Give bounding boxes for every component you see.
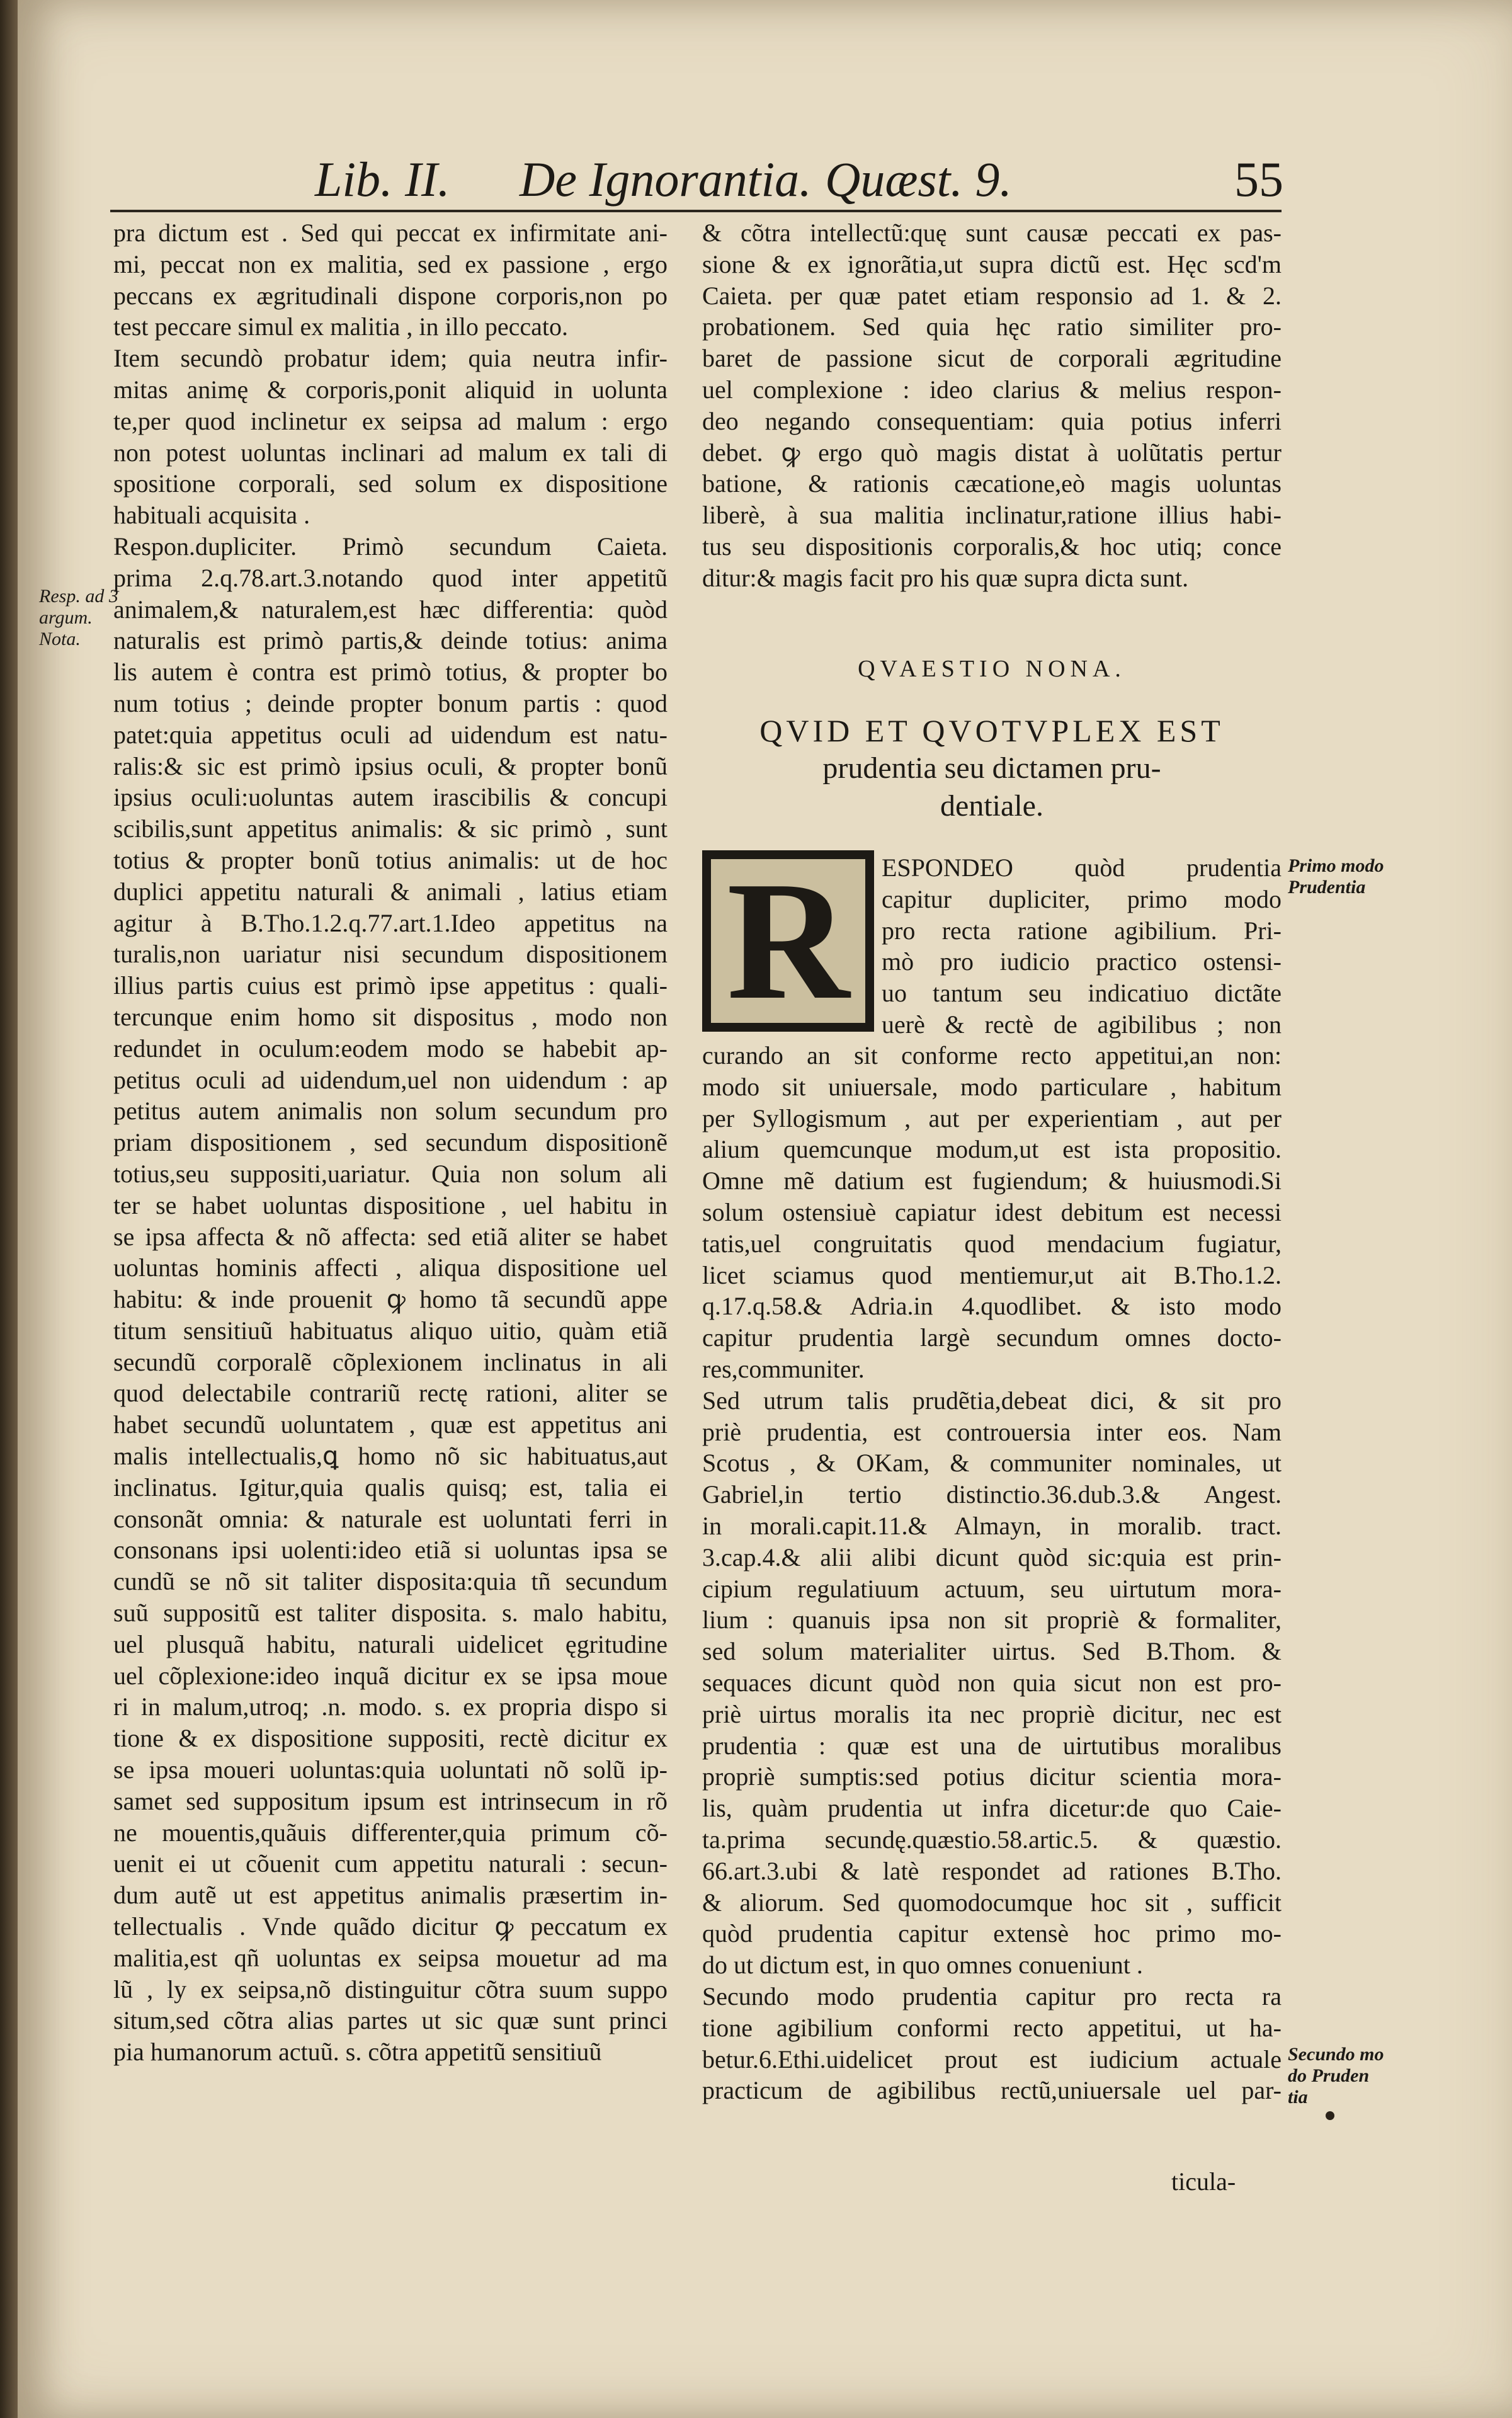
text-line: capitur prudentia largè secundum omnes docto-: [702, 1323, 1282, 1352]
text-line: malis intellectualis,ꝗ homo nõ sic habituatus,aut: [113, 1442, 668, 1471]
question-heading: QVAESTIO NONA.: [858, 656, 1126, 682]
text-line: 66.art.3.ubi & latè respondet ad rationes B.Tho.: [702, 1856, 1282, 1885]
running-header: [302, 151, 1285, 208]
text-line: & cõtra intellectũ:quę sunt causæ peccati ex pas-: [702, 219, 1282, 247]
text-line: suũ suppositũ est taliter disposita. s. malo habitu,: [113, 1599, 668, 1628]
header-book: Lib. II.: [315, 152, 450, 207]
text-line: titum sensitiuũ habituatus aliquo uitio, quàm etiã: [113, 1316, 668, 1345]
text-line: tellectualis . Vnde quãdo dicitur ꝙ peccatum ex: [113, 1912, 668, 1941]
text-line: ne mouentis,quãuis differenter,quia primum cõ-: [113, 1818, 668, 1847]
text-line: petitus oculi ad uidendum,uel non uidendum : ap: [113, 1065, 668, 1094]
text-line: uenit ei ut cõuenit cum appetitu naturali : secun-: [113, 1849, 668, 1878]
text-line: betur.6.Ethi.uidelicet prout est iudicium actuale: [702, 2044, 1282, 2073]
text-line: Item secundò probatur idem; quia neutra infir-: [113, 344, 668, 373]
text-line: situm,sed cõtra alias partes ut sic quæ sunt princi: [113, 2006, 668, 2035]
text-line: test peccare simul ex malitia , in illo peccato.: [113, 312, 568, 341]
text-line: totius,seu suppositi,uariatur. Quia non solum ali: [113, 1159, 668, 1188]
text-line: modo sit uniuersale, modo particulare , habitum: [702, 1072, 1282, 1101]
text-line: solum ostensiuè capiatur idest debitum est necessi: [702, 1197, 1282, 1226]
text-line: pra dictum est . Sed qui peccat ex infirmitate ani-: [113, 219, 668, 247]
text-line: ter se habet uoluntas dispositione , uel habitu in: [113, 1190, 668, 1219]
text-line: sequaces dicunt quòd non quia sicut non est pro-: [702, 1668, 1282, 1697]
left-column: [113, 217, 668, 2068]
text-line: ri in malum,utroq; .n. modo. s. ex propria dispo si: [113, 1692, 668, 1721]
text-line: ditur:& magis facit pro his quæ supra dicta sunt.: [702, 563, 1189, 592]
text-line: se ipsa affecta & nõ affecta: sed etiã aliter se habet: [113, 1222, 668, 1251]
text-line: priè uirtus moralis ita nec propriè dicitur, nec est: [702, 1699, 1282, 1728]
text-line: redundet in oculum:eodem modo se habebit ap-: [113, 1034, 668, 1063]
text-line: habet secundũ uoluntatem , quæ est appetitus ani: [113, 1410, 668, 1439]
text-line: Gabriel,in tertio distinctio.36.dub.3.& Angest.: [702, 1480, 1282, 1509]
margin-note-secundo-line3: tia: [1288, 2087, 1308, 2107]
text-line: per Syllogismum , aut per experientiam , aut per: [702, 1103, 1282, 1132]
text-line: uo tantum seu indicatiuo dictãte: [882, 979, 1282, 1008]
text-line: uel complexione : ideo clarius & melius respon-: [702, 375, 1282, 404]
text-line: tione agibilium conformi recto appetitui, ut ha-: [702, 2013, 1282, 2042]
text-line: Secundo modo prudentia capitur pro recta ra: [702, 1982, 1282, 2010]
text-line: patet:quia appetitus oculi ad uidendum est natu-: [113, 720, 668, 749]
text-line: habituali acquisita .: [113, 501, 310, 530]
text-line: mò pro iudicio practico ostensi-: [882, 947, 1282, 976]
text-line: animalem,& naturalem,est hæc differentia: quòd: [113, 595, 668, 624]
text-line: non potest uoluntas inclinari ad malum ex tali di: [113, 438, 668, 467]
header-title: De Ignorantia.: [520, 152, 812, 207]
text-line: ESPONDEO quòd prudentia: [882, 853, 1282, 882]
ink-blot: [1326, 2111, 1334, 2120]
text-line: priam dispositionem , sed secundum dispositionẽ: [113, 1128, 668, 1157]
text-line: mi, peccat non ex malitia, sed ex passione , ergo: [113, 249, 668, 278]
text-line: pia humanorum actuũ. s. cõtra appetitũ sensitiuũ: [113, 2038, 602, 2067]
right-column-bottom: [702, 1040, 1282, 2106]
text-line: q.17.q.58.& Adria.in 4.quodlibet. & isto modo: [702, 1292, 1282, 1321]
text-line: quòd prudentia capitur extensè hoc primo mo-: [702, 1919, 1282, 1948]
catchword: ticula-: [1171, 2167, 1236, 2196]
text-line: Omne mẽ datium est fugiendum; & huiusmodi.Si: [702, 1166, 1282, 1195]
text-line: uel cõplexione:ideo inquã dicitur ex se ipsa moue: [113, 1661, 668, 1690]
right-column-top: [702, 217, 1282, 594]
margin-note-left-line3: Nota.: [39, 629, 81, 649]
text-line: dum autẽ ut est appetitus animalis præsertim in-: [113, 1881, 668, 1910]
text-line: te,per quod inclinetur ex seipsa ad malum : ergo: [113, 406, 668, 435]
margin-note-left-line1: Resp. ad 3: [39, 586, 118, 607]
text-line: do ut dictum est, in quo omnes conueniunt .: [702, 1951, 1143, 1980]
text-line: sed solum materialiter uirtus. Sed B.Thom. &: [702, 1637, 1282, 1666]
text-line: lũ , ly ex seipsa,nõ distinguitur cõtra suum suppo: [113, 1975, 668, 2004]
text-line: cundũ se nõ sit taliter disposita:quia tñ secundum: [113, 1567, 668, 1596]
text-line: totius & propter bonũ totius animalis: ut de hoc: [113, 845, 668, 874]
text-line: tus seu dispositionis corporalis,& hoc utiq; conce: [702, 532, 1282, 561]
header-quaest: Quæst. 9.: [825, 152, 1012, 207]
text-line: uel plusquã habitu, naturali uidelicet ęgritudine: [113, 1629, 668, 1658]
text-line: secundũ corporalẽ cõplexionem inclinatus in ali: [113, 1347, 668, 1376]
text-line: lis autem è contra est primò totius, & propter bo: [113, 658, 668, 687]
text-line: tercunque enim homo sit dispositus , modo non: [113, 1002, 668, 1031]
text-line: cipium regulatiuum actuum, seu uirtutum mora-: [702, 1574, 1282, 1603]
text-line: curando an sit conforme recto appetitui,an non:: [702, 1041, 1282, 1069]
text-line: agitur à B.Tho.1.2.q.77.art.1.Ideo appetitus na: [113, 908, 668, 937]
text-line: practicum de agibilibus rectũ,uniuersale uel par-: [702, 2076, 1282, 2105]
text-line: capitur dupliciter, primo modo: [882, 884, 1282, 913]
text-line: inclinatus. Igitur,quia qualis quisq; est, talia ei: [113, 1473, 668, 1502]
text-line: malitia,est qñ uoluntas ex seipsa mouetur ad ma: [113, 1943, 668, 1972]
text-line: spositione corporali, sed solum ex dispositione: [113, 469, 668, 498]
text-line: lium : quanuis ipsa non sit propriè & formaliter,: [702, 1605, 1282, 1634]
text-line: uoluntas hominis affecti , aliqua dispositione uel: [113, 1253, 668, 1282]
text-line: consonãt omnia: & naturale est uoluntati ferri in: [113, 1504, 668, 1533]
text-line: alium quemcunque modum,ut est ista propositio.: [702, 1135, 1282, 1164]
text-line: batione, & rationis cæcatione,eò magis uoluntas: [702, 469, 1282, 498]
text-line: Caieta. per quæ patet etiam responsio ad 1. & 2.: [702, 281, 1282, 310]
margin-note-left: [39, 586, 118, 650]
text-line: petitus autem animalis non solum secundum pro: [113, 1097, 668, 1126]
margin-note-primo: [1288, 855, 1384, 898]
text-line: tatis,uel congruitatis quod mendacium fugiatur,: [702, 1229, 1282, 1258]
margin-note-primo-line1: Primo modo: [1288, 855, 1384, 876]
question-title-line1: QVID ET QVOTVPLEX EST: [759, 713, 1224, 748]
text-line: illius partis cuius est primò ipse appetitus : quali-: [113, 971, 668, 1000]
text-line: samet sed suppositum ipsum est intrinsecum in rõ: [113, 1786, 668, 1815]
text-line: 3.cap.4.& alii alibi dicunt quòd sic:quia est prin-: [702, 1543, 1282, 1571]
question-title: [702, 712, 1282, 825]
text-line: ralis:& sic est primò ipsius oculi, & propter bonũ: [113, 751, 668, 780]
text-line: tione & ex dispositione suppositi, rectè dicitur ex: [113, 1724, 668, 1753]
book-gutter: [0, 0, 18, 2418]
text-line: in morali.capit.11.& Almayn, in moralib. tract.: [702, 1511, 1282, 1540]
text-line: liberè, à sua malitia inclinatur,ratione illius habi-: [702, 501, 1282, 530]
text-line: Respon.dupliciter. Primò secundum Caieta.: [113, 532, 668, 561]
margin-note-secundo-line1: Secundo mo: [1288, 2044, 1384, 2065]
question-title-line2: prudentia seu dictamen pru-: [822, 751, 1161, 785]
text-line: duplici appetitu naturali & animali , latius etiam: [113, 877, 668, 906]
text-line: turalis,non uariatur nisi secundum dispositionem: [113, 940, 668, 969]
text-line: Sed utrum talis prudẽtia,debeat dici, & sit pro: [702, 1386, 1282, 1415]
margin-note-left-line2: argum.: [39, 607, 93, 628]
text-line: priè prudentia, est controuersia inter eos. Nam: [702, 1417, 1282, 1446]
page-number: 55: [1234, 152, 1283, 207]
initial-letter: R: [711, 859, 865, 1023]
text-line: probationem. Sed quia hęc ratio similiter pro-: [702, 312, 1282, 341]
question-title-line3: dentiale.: [940, 789, 1043, 823]
text-line: baret de passione sicut de corporali ægritudine: [702, 344, 1282, 373]
text-line: lis, quàm prudentia ut infra dicetur:de quo Caie-: [702, 1794, 1282, 1823]
text-line: num totius ; deinde propter bonum partis : quod: [113, 688, 668, 717]
text-line: scibilis,sunt appetitus animalis: & sic primò , sunt: [113, 814, 668, 843]
text-line: prudentia : quæ est una de uirtutibus moralibus: [702, 1731, 1282, 1760]
text-line: ta.prima secundę.quæstio.58.artic.5. & quæstio.: [702, 1825, 1282, 1854]
text-line: res,communiter.: [702, 1354, 865, 1383]
header-rule: [110, 210, 1282, 212]
text-line: quod delectabile contrariũ rectę rationi, aliter se: [113, 1379, 668, 1408]
text-line: mitas animę & corporis,ponit aliquid in uolunta: [113, 375, 668, 404]
text-line: peccans ex ægritudinali dispone corporis,non po: [113, 281, 668, 310]
initial-paragraph: [882, 852, 1282, 1041]
text-line: uerè & rectè de agibilibus ; non: [882, 1010, 1282, 1039]
margin-note-secundo: [1288, 2044, 1384, 2108]
text-line: sione & ex ignorãtia,ut supra dictũ est. Hęc scd'm: [702, 249, 1282, 278]
text-line: consonans ipsi uolenti:ideo etiã si uoluntas ipsa se: [113, 1536, 668, 1565]
text-line: prima 2.q.78.art.3.notando quod inter appetitũ: [113, 563, 668, 592]
text-line: se ipsa moueri uoluntas:quia uoluntati nõ solũ ip-: [113, 1755, 668, 1784]
text-line: & aliorum. Sed quomodocumque hoc sit , sufficit: [702, 1888, 1282, 1917]
text-line: naturalis est primò partis,& deinde totius: anima: [113, 626, 668, 655]
text-line: ipsius oculi:uoluntas autem irascibilis & concupi: [113, 783, 668, 812]
text-line: propriè sumptis:sed potius dicitur scientia mora-: [702, 1762, 1282, 1791]
text-line: Scotus , & OKam, & communiter nominales, ut: [702, 1449, 1282, 1478]
margin-note-primo-line2: Prudentia: [1288, 877, 1366, 898]
decorated-initial: [702, 850, 874, 1032]
text-line: pro recta ratione agibilium. Pri-: [882, 916, 1282, 945]
text-line: deo negando consequentiam: quia potius inferri: [702, 406, 1282, 435]
text-line: licet sciamus quod mentiemur,ut ait B.Tho.1.2.: [702, 1260, 1282, 1289]
margin-note-secundo-line2: do Pruden: [1288, 2065, 1370, 2086]
text-line: habitu: & inde prouenit ꝙ homo tã secundũ appe: [113, 1285, 668, 1314]
text-line: debet. ꝙ ergo quò magis distat à uolũtatis pertur: [702, 438, 1282, 467]
